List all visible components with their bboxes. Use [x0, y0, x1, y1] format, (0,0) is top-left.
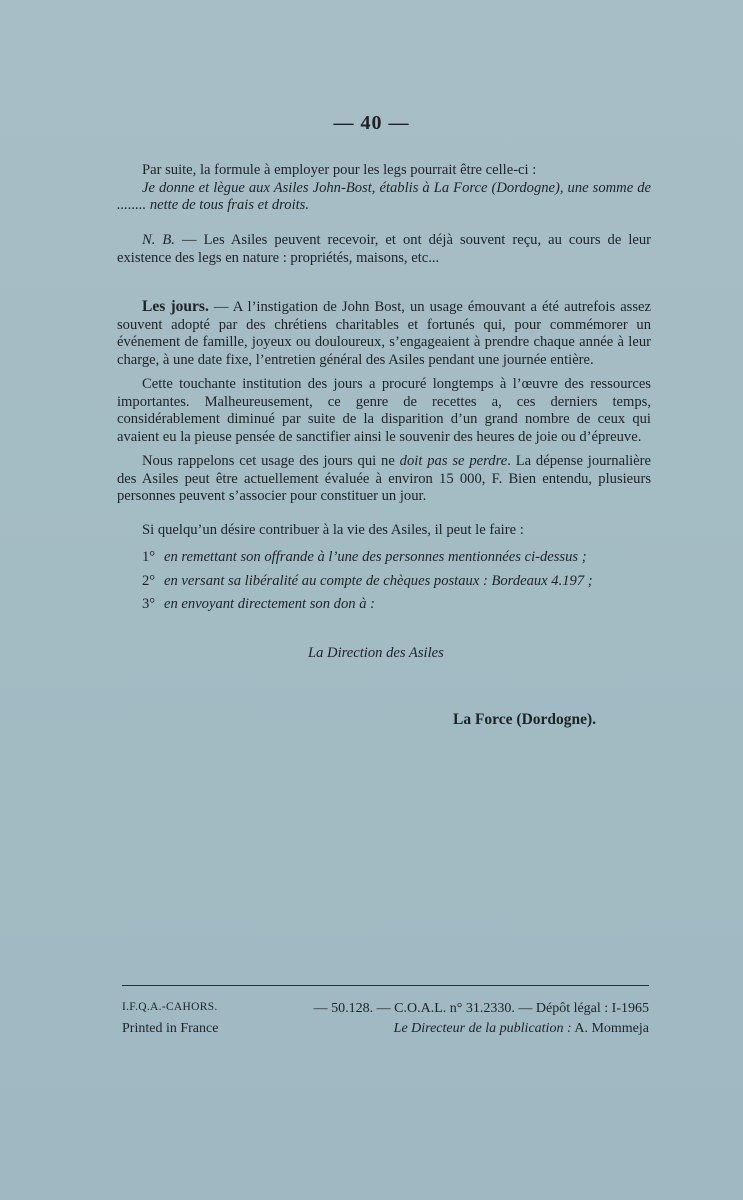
footer-reference: — 50.128. — C.O.A.L. n° 31.2330. — Dépôt légal : I-1965 — [313, 1001, 649, 1016]
contribute-section — [117, 522, 651, 540]
jours-p3-end: . La dépense journalière des Asiles peut être actuellement évaluée à environ 15 000, F. Bien entendu, plusieurs personnes peuvent s’associer pour constituer un jour. — [117, 453, 651, 504]
jours-p3-start: Nous rappelons cet usage des jours qui ne — [142, 453, 400, 469]
jours-paragraph-2: Cette touchante institution des jours a procuré longtemps à l’œuvre des ressources importantes. Malheureusement, ce genre de recettes a, ces derniers temps, considérablement diminué par suite de la disparition d’un grand nombre de ceux qui avaient eu la pieuse pensée de sanctifier ainsi le souvenir des heures de joie ou d’épreuve. — [117, 376, 651, 445]
list-item-number: 2° — [142, 573, 156, 589]
page-number: — 40 — — [333, 112, 410, 134]
footer-printed-in: Printed in France — [122, 1021, 219, 1036]
signature-location: La Force (Dordogne). — [453, 711, 597, 728]
jours-section — [117, 298, 651, 506]
jours-heading: Les jours. — [142, 298, 209, 315]
legs-section — [117, 162, 651, 215]
legs-formula: Je donne et lègue aux Asiles John-Bost, établis à La Force (Dordogne), une somme de ........ nette de tous frais et droits. — [117, 179, 651, 213]
footer-director-name: A. Mommeja — [574, 1021, 649, 1036]
footer-printer: I.F.Q.A.-CAHORS. — [122, 1001, 218, 1013]
nb-label: N. B. — [142, 232, 175, 248]
list-item — [142, 596, 375, 613]
list-item — [142, 549, 587, 566]
footer-director-label: Le Directeur de la publication : — [393, 1021, 572, 1036]
signature-direction: La Direction des Asiles — [308, 645, 444, 661]
jours-p3-italic: doit pas se perdre — [399, 453, 508, 469]
nb-text: — Les Asiles peuvent recevoir, et ont déjà souvent reçu, au cours de leur existence des legs en nature : propriétés, maisons, etc... — [117, 232, 652, 266]
footer-line-1 — [122, 1001, 649, 1017]
list-item-number: 3° — [142, 596, 156, 612]
list-item-text: en envoyant directement son don à : — [164, 596, 376, 612]
jours-paragraph-3 — [117, 453, 651, 506]
legs-intro: Par suite, la formule à employer pour les legs pourrait être celle-ci : — [142, 162, 537, 178]
nb-paragraph — [117, 232, 651, 267]
list-item-number: 1° — [142, 549, 156, 565]
footer-director — [394, 1021, 649, 1037]
list-item-text: en versant sa libéralité au compte de chèques postaux : Bordeaux 4.197 ; — [164, 573, 593, 589]
list-item — [142, 573, 593, 590]
jours-paragraph-1 — [117, 298, 651, 369]
contribute-intro: Si quelqu’un désire contribuer à la vie des Asiles, il peut le faire : — [142, 522, 524, 538]
footer-line-2 — [122, 1021, 649, 1037]
footer-divider — [122, 985, 649, 986]
jours-p1-text: — A l’instigation de John Bost, un usage émouvant a été autrefois assez souvent adopté par des chrétiens charitables et fortunés qui, pour commémorer un événement de famille, joyeux ou douloureux, s’engageaient à prendre chaque année à leur charge, à une date fixe, l’entretien général des Asiles pendant une journée entière. — [117, 299, 651, 368]
list-item-text: en remettant son offrande à l’une des personnes mentionnées ci-dessus ; — [164, 549, 587, 565]
nb-section — [117, 232, 651, 267]
